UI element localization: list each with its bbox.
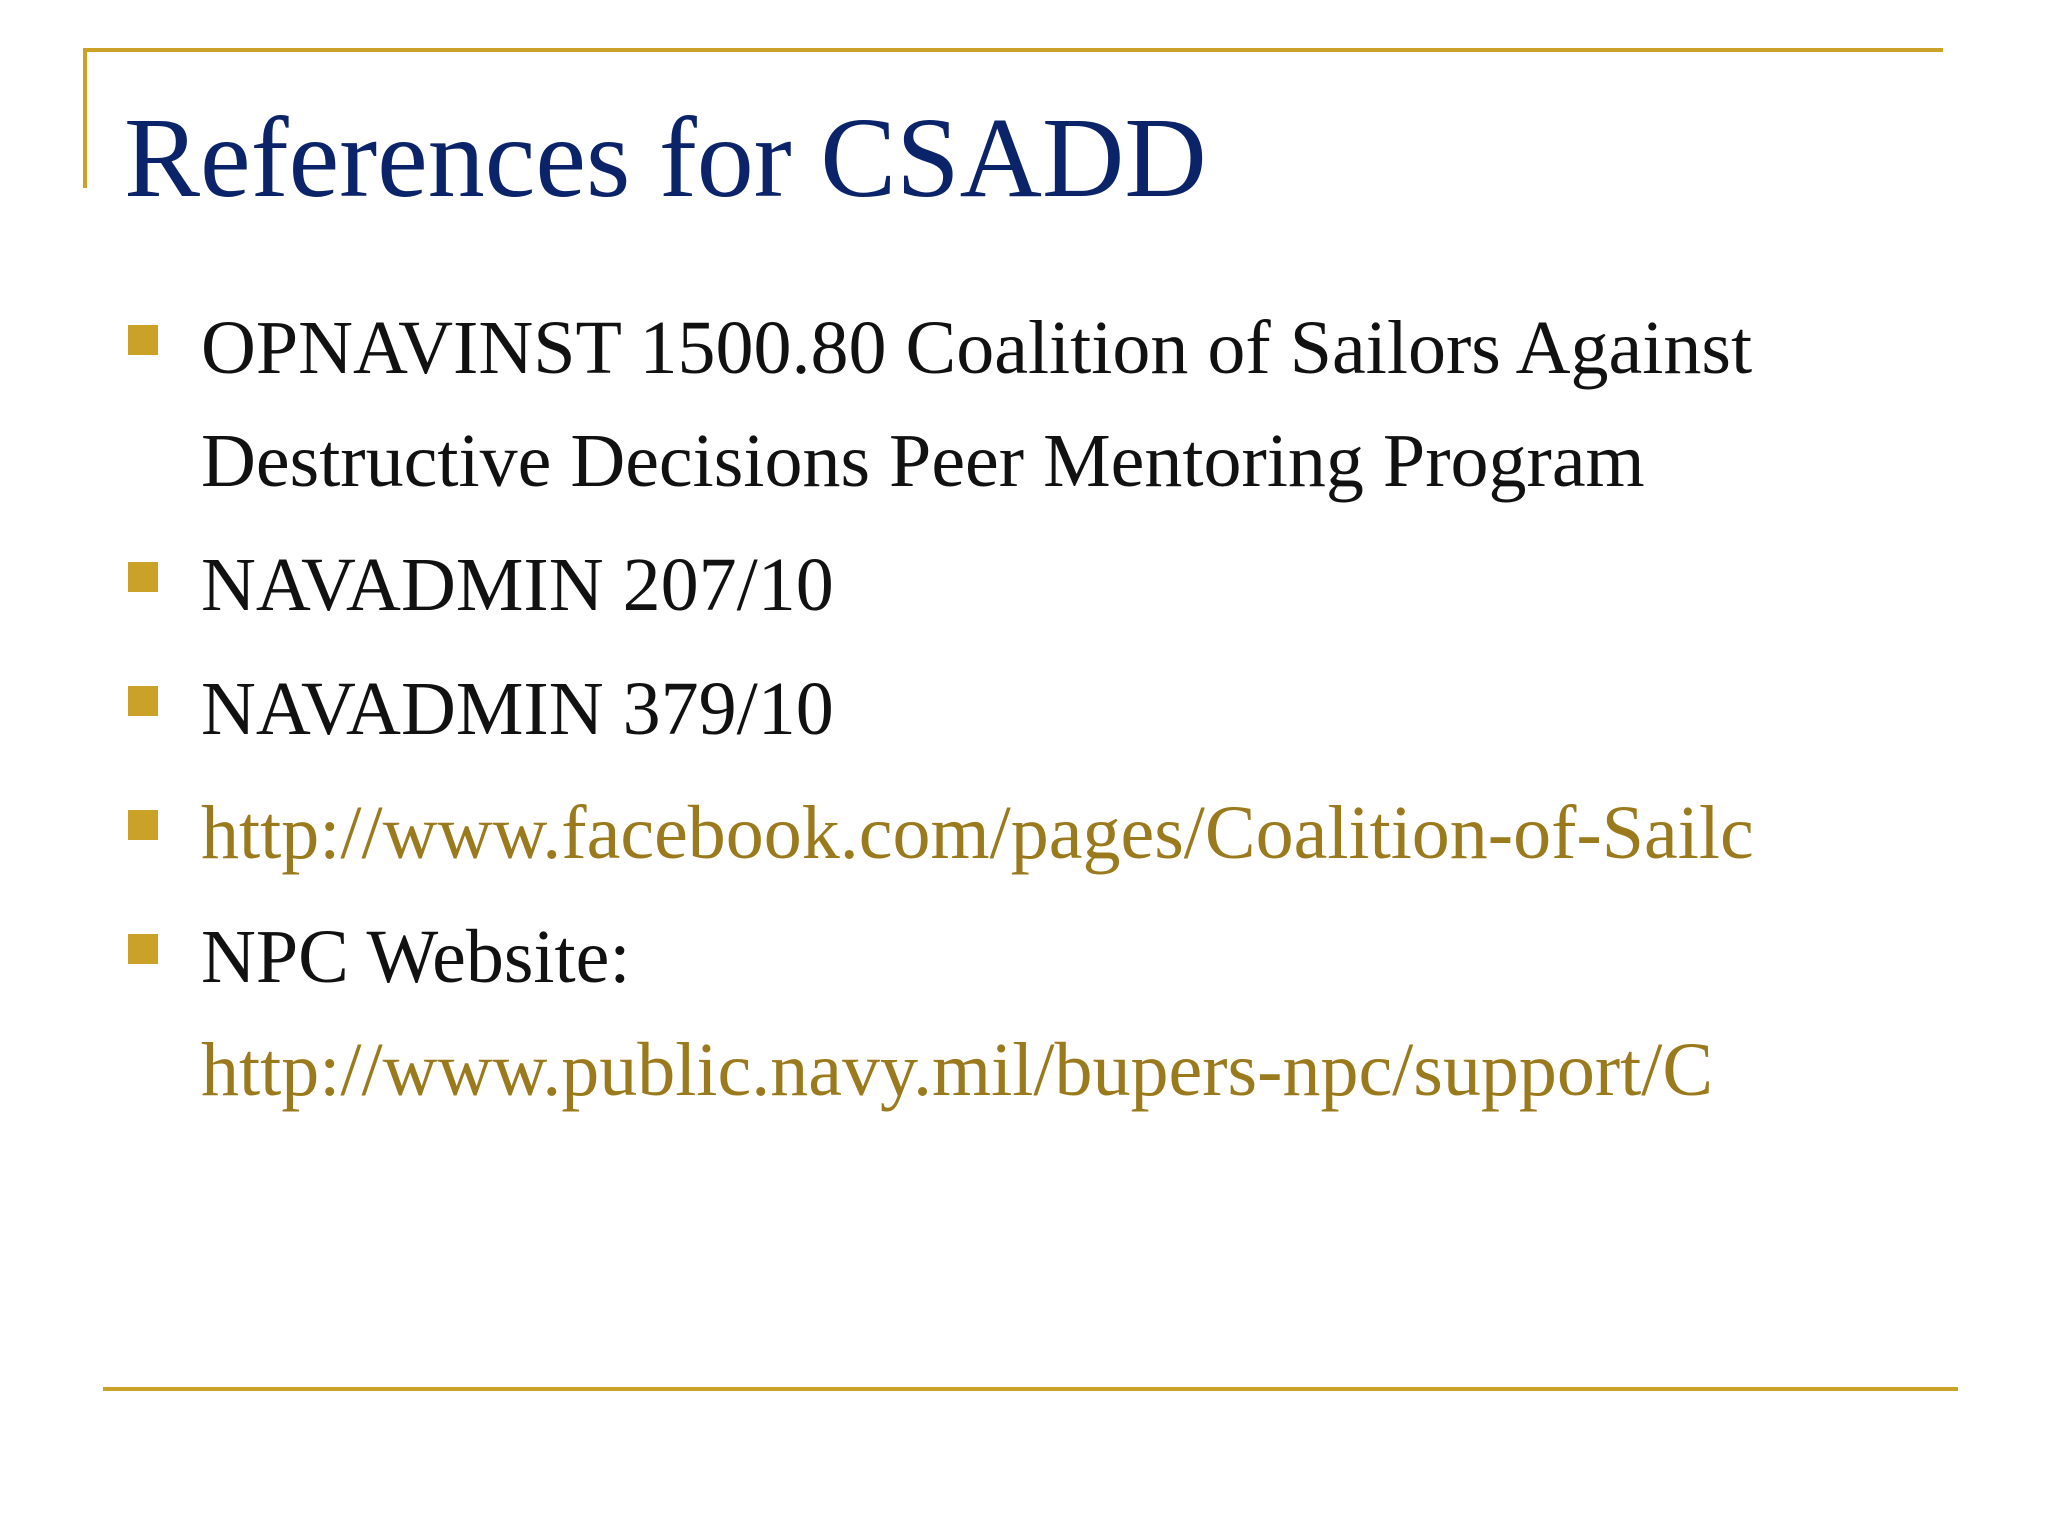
square-bullet-icon [128,934,158,964]
facebook-page-link[interactable]: http://www.facebook.com/pages/Coalition-of-Sailc [201,791,1754,875]
left-accent-rule [83,48,87,188]
list-item-text-line-1: OPNAVINST 1500.80 Coalition of Sailors Against [201,306,1753,390]
square-bullet-icon [128,686,158,716]
square-bullet-icon [128,562,158,592]
list-item-facebook-link [126,777,1936,890]
top-accent-rule [83,48,1943,52]
reference-list [126,292,1936,1127]
npc-website-link[interactable]: http://www.public.navy.mil/bupers-npc/support/C [201,1028,1714,1112]
list-item-text: NAVADMIN 379/10 [201,667,834,751]
list-item-npc-website [126,901,1936,1127]
bottom-accent-rule [103,1387,1958,1391]
list-item-text: NAVADMIN 207/10 [201,543,834,627]
square-bullet-icon [128,810,158,840]
npc-website-label: NPC Website: [201,915,631,999]
list-item-navadmin-379 [126,653,1936,766]
list-item-opnavinst [126,292,1936,518]
list-item-navadmin-207 [126,529,1936,642]
list-item-text-line-2: Destructive Decisions Peer Mentoring Program [201,419,1645,503]
slide-body [126,292,1936,1142]
slide-title: References for CSADD [124,94,1207,221]
square-bullet-icon [128,325,158,355]
